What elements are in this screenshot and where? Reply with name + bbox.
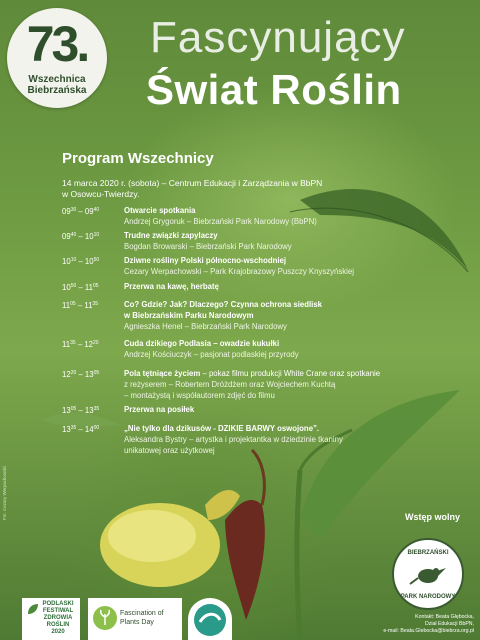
time-part: 50 [70,283,77,289]
time-part: 05 [93,283,99,289]
session-speaker: Cezary Werpachowski – Park Krajobrazowy Puszczy Knyszyńskiej [124,267,354,276]
time-part: 00 [93,425,100,431]
session-title [124,230,444,241]
schedule-row [62,205,452,227]
schedule-description [124,205,444,227]
festival-logo [22,598,80,640]
time-part: 10 [62,257,71,266]
time-part: 10 [84,257,94,266]
time-part: 35 [70,425,77,431]
intro-line1: 14 marca 2020 r. (sobota) – Centrum Edukacji i Zarządzania w BbPN [62,178,323,188]
session-speaker: Bogdan Browarski – Biebrzański Park Narodowy [124,242,292,251]
schedule-description [124,230,444,252]
contact-line2: Dział Edukacji BbPN, [424,621,474,627]
session-title [124,368,444,379]
time-part: 40 [93,207,100,213]
time-part: 09 [62,207,71,216]
session-speaker: Andrzej Kościuczyk – pasjonat podlaskiej przyrody [124,350,299,359]
time-part: 11 [62,340,71,349]
contact-line3: e-mail: Beata.Glebocka@biebrza.org.pl [383,628,474,634]
session-title-text: Pola tętniące życiem [124,369,201,378]
festival-line1: PODLASKI [42,601,74,607]
edition-label [7,74,107,96]
time-part: 05 [93,370,100,376]
session-title-text: Dziwne rośliny Polski północno-wschodniej [124,256,287,265]
badge-line2: Biebrzańska [27,85,87,96]
schedule-row [62,368,452,401]
time-part: 13 [62,406,71,415]
park-logo [392,538,464,610]
fascination-logo [88,598,182,640]
badge-line1: Wszechnica [28,74,86,85]
contact-line1: Kontakt: Beata Głębocka, [415,614,474,620]
schedule-description [124,281,444,293]
time-part: 13 [84,370,94,379]
time-part: 09 [62,232,71,241]
time-part: – [76,370,85,379]
session-title [124,205,444,216]
time-part: 35 [92,301,98,307]
session-title-text: Co? Gdzie? Jak? Dlaczego? Czynna ochrona siedlisk [124,300,322,309]
time-part: – [76,283,85,292]
schedule-description [124,423,444,456]
schedule-time [62,368,124,401]
time-part: 30 [70,207,77,213]
time-part: – [76,257,85,266]
session-title [124,338,444,349]
time-part: – [76,232,85,241]
time-part: 10 [70,257,77,263]
time-part: 50 [93,257,100,263]
fascination-line1: Fascination of [120,610,164,617]
time-part: – [76,207,85,216]
schedule-time [62,205,124,227]
schedule-time [62,281,124,293]
edition-number: 73. [26,16,88,72]
schedule-row [62,299,452,332]
schedule-row [62,423,452,456]
contact-info [334,614,474,635]
schedule-row [62,255,452,277]
schedule-description [124,338,444,360]
time-part: 13 [62,425,71,434]
bird-icon [408,560,448,590]
time-part: – [75,301,85,310]
time-part: – [76,406,85,415]
festival-line2: FESTIWAL [42,608,74,614]
time-part: 11 [84,301,93,310]
session-title-text: Przerwa na kawę, herbatę [124,282,219,291]
plant-circle-icon [92,605,118,631]
title-line2: Świat Roślin [146,66,402,113]
schedule-time [62,230,124,252]
schedule-description [124,368,444,401]
session-speaker: unikatowej oraz użytkowej [124,446,215,455]
schedule-row [62,281,452,293]
program-heading: Program Wszechnicy [62,150,214,167]
time-part: 05 [70,406,77,412]
schedule-time [62,299,124,332]
time-part: 35 [70,340,76,346]
schedule-time [62,404,124,416]
park-logo-line1: BIEBRZAŃSKI [407,550,449,556]
session-speaker: Agnieszka Henel – Biebrzański Park Narodowy [124,322,287,331]
time-part: 09 [84,207,94,216]
session-title [124,404,444,415]
time-part: 10 [93,232,100,238]
schedule-description [124,255,444,277]
schedule-description [124,404,444,416]
schedule-row [62,230,452,252]
time-part: – [76,425,85,434]
schedule-row [62,404,452,416]
time-part: 14 [84,425,94,434]
fascination-line2: Plants Day [120,619,154,626]
program-intro [62,178,362,200]
schedule-time [62,255,124,277]
time-part: 20 [70,370,77,376]
session-speaker: z reżyserem – Robertem Dróżdżem oraz Wojciechem Kuchtą [124,380,336,389]
session-title-text: Otwarcie spotkania [124,206,196,215]
title-line1: Fascynujący [150,13,406,62]
session-title-text: „Nie tylko dla dzikusów - DZIKIE BARWY oswojone”. [124,424,320,433]
time-part: 11 [62,301,71,310]
session-speaker: Aleksandra Bystry – artystka i projektantka w dziedzinie tkaniny [124,435,343,444]
session-title [124,255,444,266]
time-part: 12 [62,370,71,379]
time-part: 40 [70,232,77,238]
free-entry-label: Wstęp wolny [405,512,461,522]
time-part: 20 [93,340,99,346]
session-title-extra: – pokaz filmu produkcji White Crane oraz spotkanie [200,369,381,378]
schedule-time [62,338,124,360]
swirl-logo-icon [192,602,228,638]
session-speaker: – montażystą i współautorem zdjęć do filmu [124,391,275,400]
festival-line4: ROŚLIN [46,622,70,628]
session-title [124,423,444,434]
schedule-row [62,338,452,360]
schedule-time [62,423,124,456]
time-part: – [75,340,85,349]
time-part: 10 [62,283,71,292]
time-part: 05 [70,301,76,307]
festival-line5: 2020 [51,629,65,635]
edition-badge [7,8,107,108]
circle-logo [188,598,232,640]
session-speaker: Andrzej Grygoruk – Biebrzański Park Narodowy (BbPN) [124,217,317,226]
time-part: 12 [84,340,94,349]
photo-credit: Fot. Cezary Werpachowski [2,466,7,520]
park-logo-line2: PARK NARODOWY [400,594,456,600]
time-part: 10 [84,232,94,241]
intro-line2: w Osowcu-Twierdzy. [62,189,140,199]
session-title-text: Trudne związki zapylaczy [124,231,218,240]
session-title-cont: w Biebrzańskim Parku Narodowym [124,311,254,320]
festival-line3: ZDROWIA [43,615,73,621]
session-title [124,281,444,292]
time-part: 35 [93,406,100,412]
time-part: 13 [84,406,94,415]
session-title-text: Przerwa na posiłek [124,405,195,414]
session-title [124,299,444,310]
time-part: 11 [84,283,94,292]
schedule-description [124,299,444,332]
session-title-text: Cuda dzikiego Podlasia – owadzie kukułki [124,339,280,348]
